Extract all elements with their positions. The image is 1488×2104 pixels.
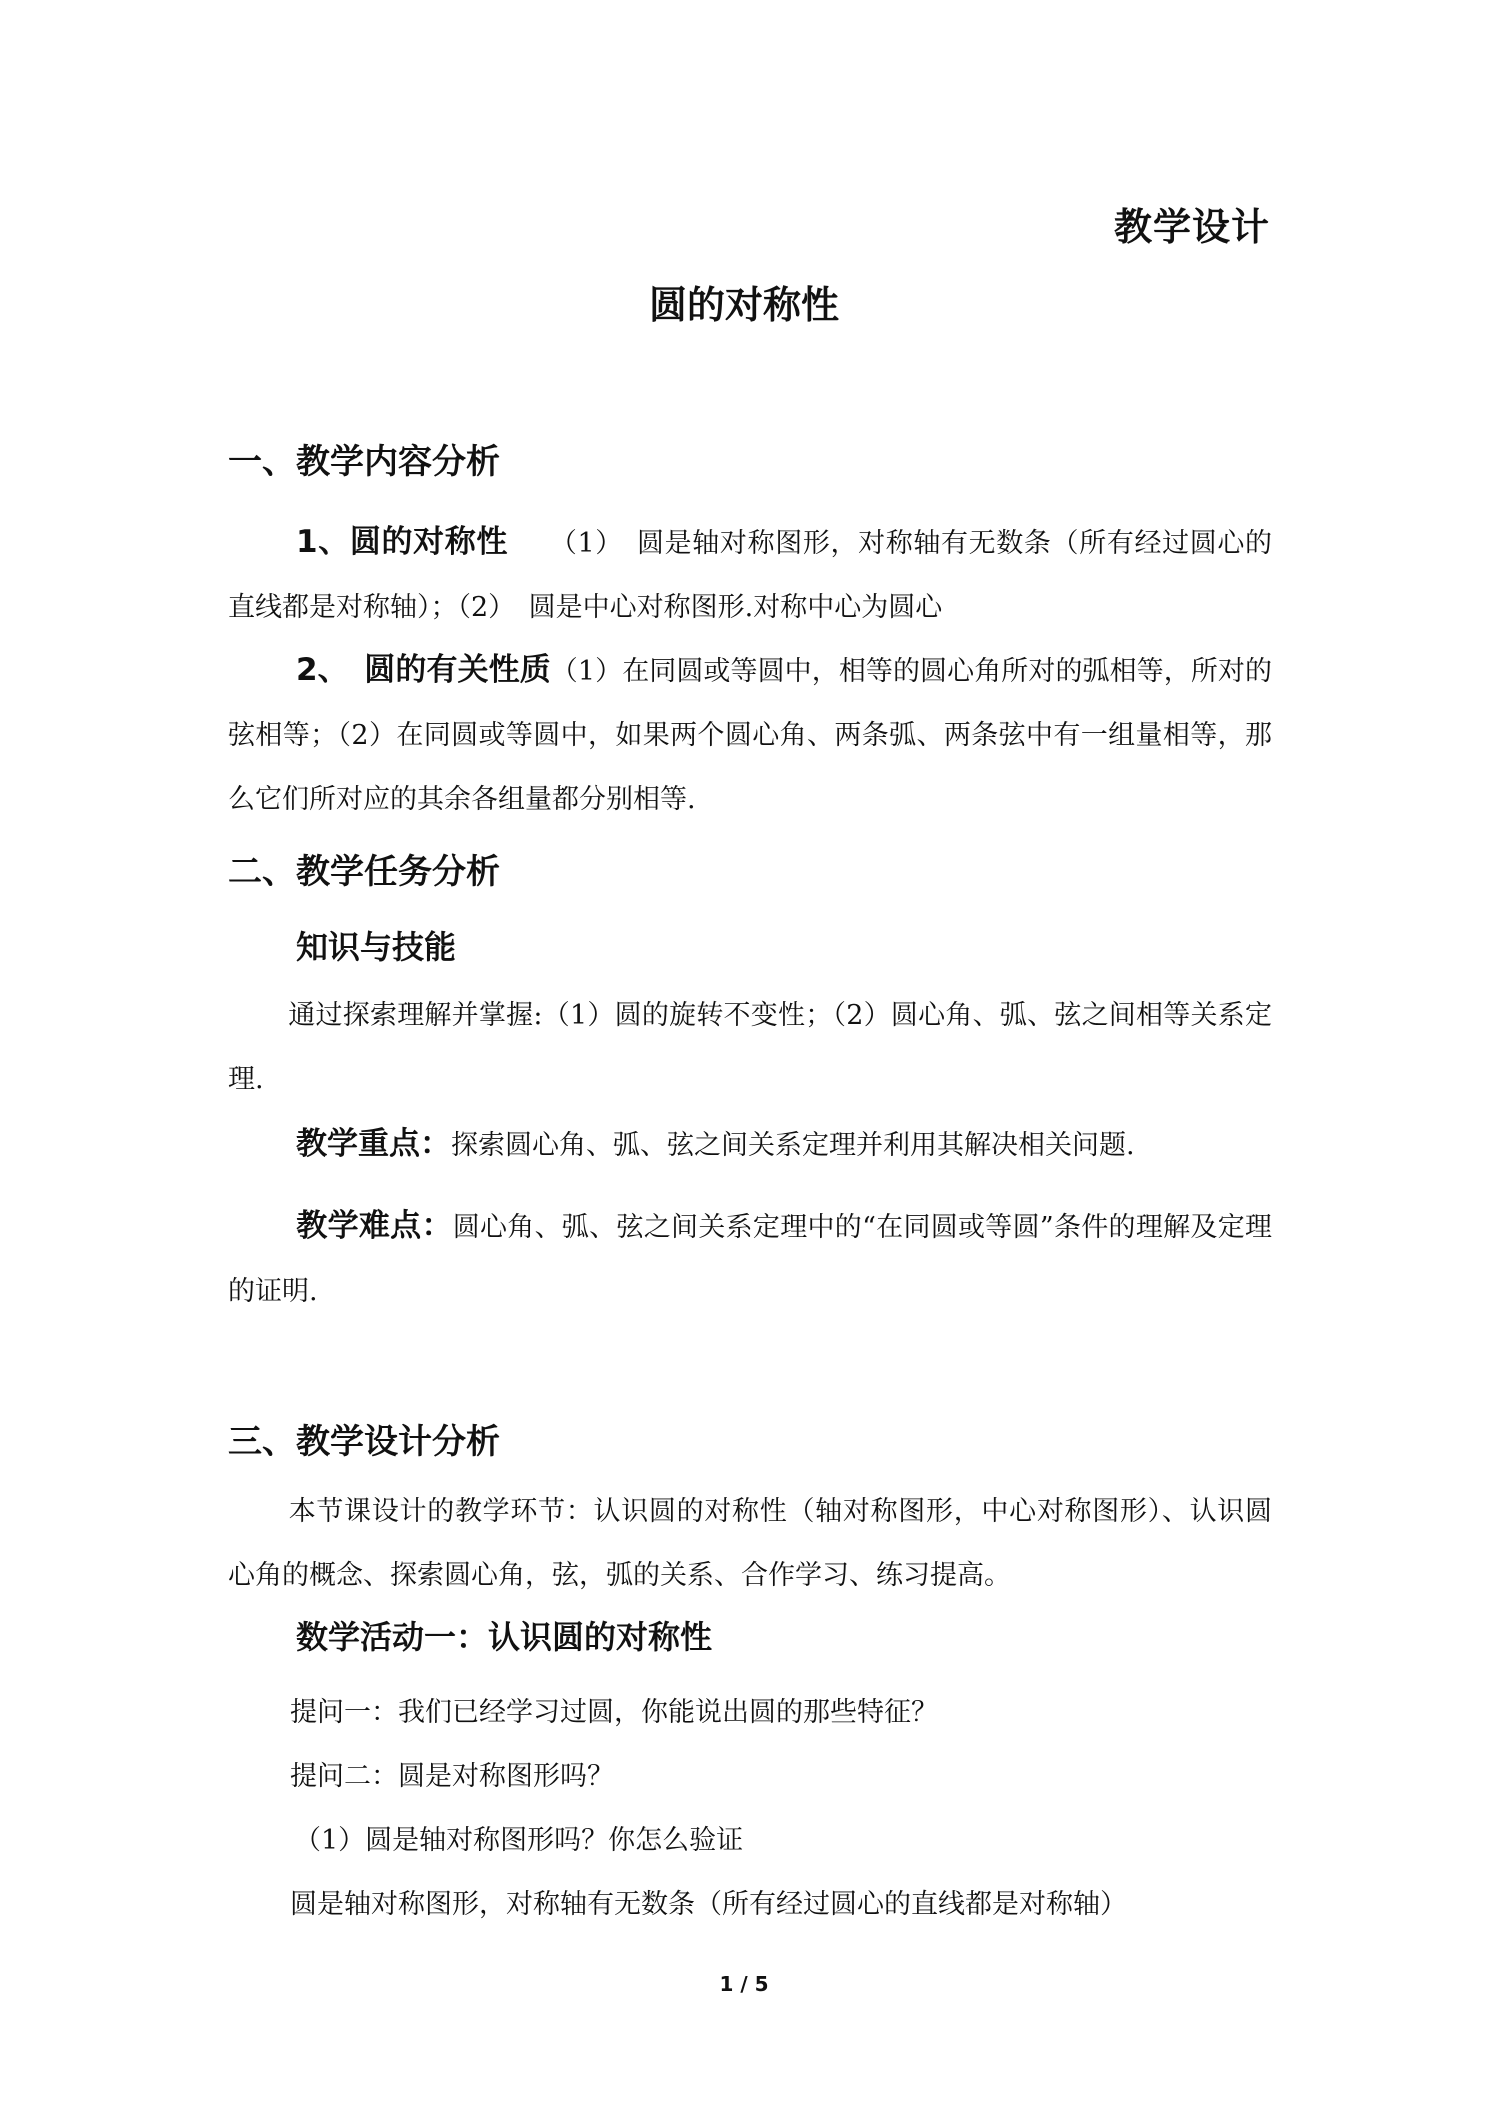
paragraph-properties [228,638,1272,832]
question-three: （1）圆是轴对称图形吗？你怎么验证 [294,1825,744,1856]
paragraph-skills [228,984,1272,1112]
skills-text: 通过探索理解并掌握:（1）圆的旋转不变性；（2）圆心角、弧、弦之间相等关系定理. [228,1000,1272,1095]
paragraph-difficulty [228,1194,1272,1324]
paragraph-design-intro [228,1480,1272,1608]
subheading-activity-one: 数学活动一：认识圆的对称性 [296,1618,713,1656]
document-type-label: 教学设计 [1113,205,1270,249]
document-title: 圆的对称性 [648,283,839,327]
item-label-properties: 2、 圆的有关性质 [296,652,551,688]
difficulty-text: 圆心角、弧、弦之间关系定理中的“在同圆或等圆”条件的理解及定理的证明. [228,1212,1272,1307]
section-heading-content-analysis: 一、教学内容分析 [228,442,500,482]
answer-axial-symmetry: 圆是轴对称图形，对称轴有无数条（所有经过圆心的直线都是对称轴） [290,1889,1127,1920]
subheading-knowledge-skills: 知识与技能 [296,928,457,966]
key-point-label: 教学重点： [296,1126,451,1162]
page-number: 1 / 5 [719,1972,769,1996]
question-one: 提问一：我们已经学习过圆，你能说出圆的那些特征？ [290,1697,938,1728]
key-point-text: 探索圆心角、弧、弦之间关系定理并利用其解决相关问题. [451,1130,1135,1161]
section-heading-design-analysis: 三、教学设计分析 [228,1422,500,1462]
item-text-symmetry: （1） 圆是轴对称图形，对称轴有无数条（所有经过圆心的直线都是对称轴）；（2） 圆是中心对称图形.对称中心为圆心 [228,528,1273,623]
question-two: 提问二：圆是对称图形吗？ [290,1761,614,1792]
design-intro-text: 本节课设计的教学环节：认识圆的对称性（轴对称图形，中心对称图形）、认识圆心角的概念、探索圆心角，弦，弧的关系、合作学习、练习提高。 [228,1496,1272,1591]
paragraph-key-point [228,1112,1272,1178]
paragraph-symmetry [228,510,1272,640]
section-heading-task-analysis: 二、教学任务分析 [228,852,500,892]
item-text-properties: （1）在同圆或等圆中，相等的圆心角所对的弧相等，所对的弦相等；（2）在同圆或等圆中，如果两个圆心角、两条弧、两条弦中有一组量相等，那么它们所对应的其余各组量都分别相等. [228,656,1272,815]
item-label-symmetry: 1、圆的对称性 [296,524,509,560]
difficulty-label: 教学难点： [296,1208,453,1244]
